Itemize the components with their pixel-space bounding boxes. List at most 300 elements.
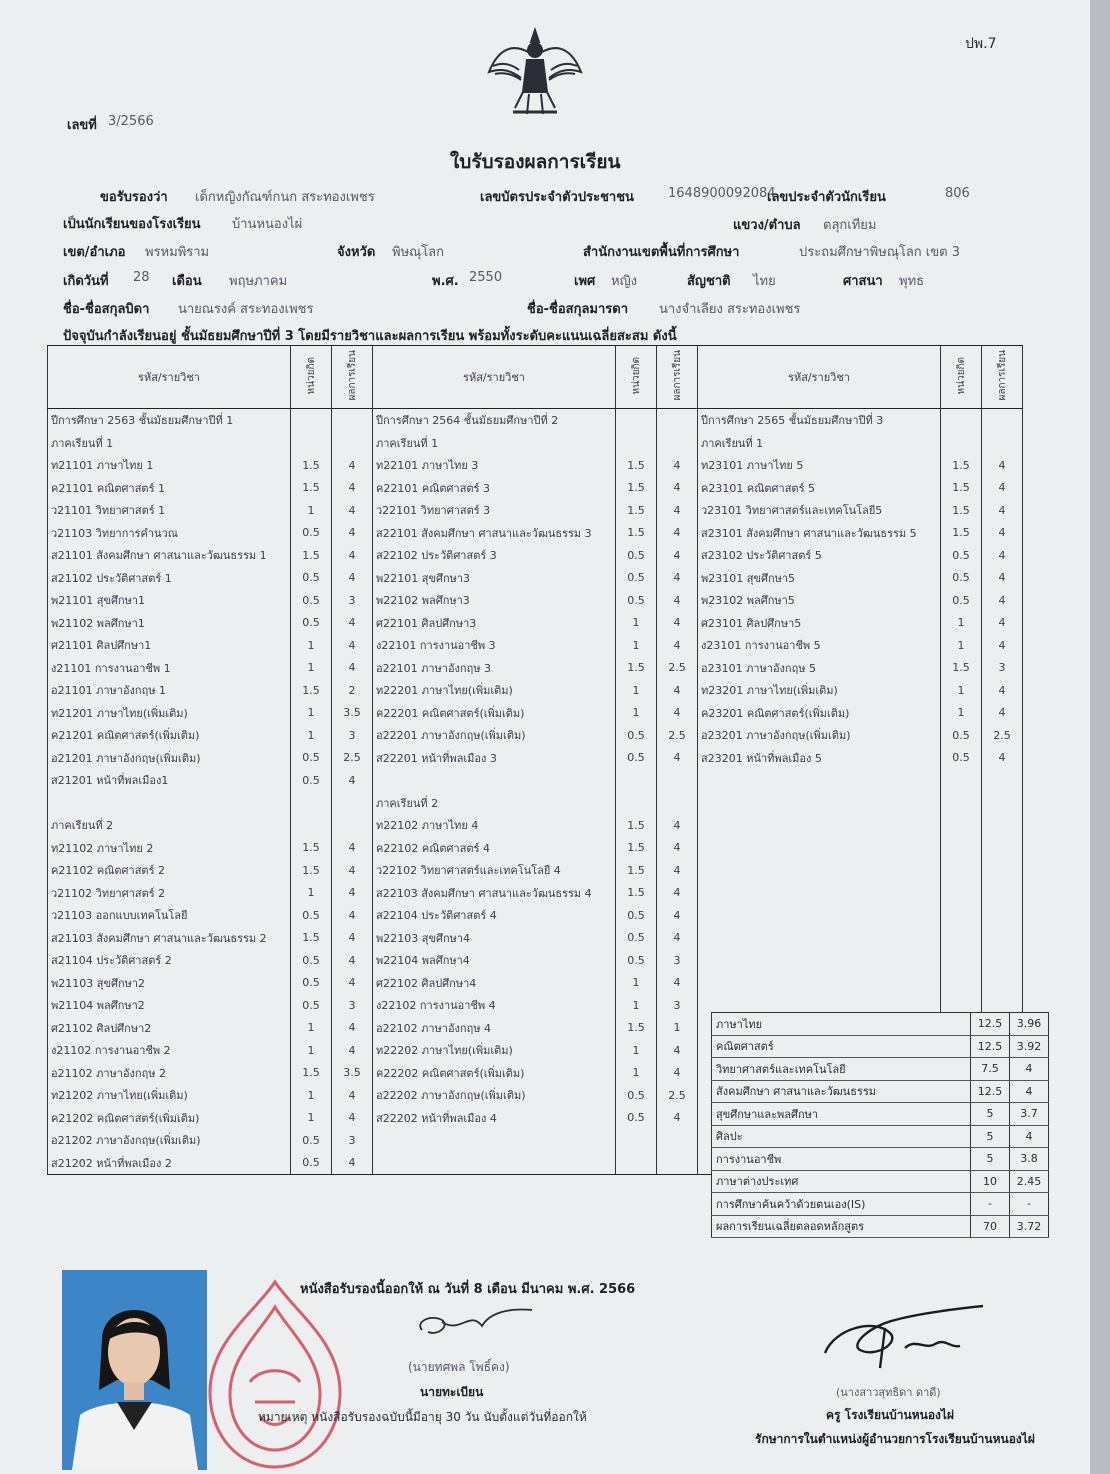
grade-cell: 4 [982,747,1023,770]
subject-cell: ส21202 หน้าที่พลเมือง 2 [48,1152,291,1175]
subject-cell: อ22202 ภาษาอังกฤษ(เพิ่มเติม) [373,1084,616,1107]
subject-cell: อ21102 ภาษาอังกฤษ 2 [48,1062,291,1085]
subject-cell: อ21201 ภาษาอังกฤษ(เพิ่มเติม) [48,747,291,770]
summary-subject: ศิลปะ [712,1125,971,1148]
credit-cell: 1.5 [291,477,332,500]
table-row [48,432,1023,455]
subject-cell: ค22202 คณิตศาสตร์(เพิ่มเติม) [373,1062,616,1085]
credit-cell: 1 [291,724,332,747]
subject-cell: ค23201 คณิตศาสตร์(เพิ่มเติม) [698,702,941,725]
summary-grade: 4 [1010,1125,1049,1148]
credit-cell: 0.5 [616,1084,657,1107]
credit-cell [941,949,982,972]
credit-cell: 1 [291,702,332,725]
subject-cell: ค22102 คณิตศาสตร์ 4 [373,837,616,860]
table-row [48,477,1023,500]
subject-cell: ภาคเรียนที่ 1 [373,432,616,455]
subject-cell: ท23101 ภาษาไทย 5 [698,454,941,477]
grade-cell: 2.5 [982,724,1023,747]
grade-cell: 4 [657,972,698,995]
id-card: 1648900092084 [668,186,776,201]
summary-credit: 12.5 [971,1013,1010,1036]
credit-cell: 1 [291,657,332,680]
subject-cell: พ21101 สุขศึกษา1 [48,589,291,612]
credit-cell [941,972,982,995]
credit-cell: 1.5 [616,477,657,500]
grade-cell: 4 [657,882,698,905]
birth-year: 2550 [469,270,503,285]
grade-cell [657,792,698,815]
subject-cell: ท21201 ภาษาไทย(เพิ่มเติม) [48,702,291,725]
credit-cell: 0.5 [941,567,982,590]
subject-cell: พ22103 สุขศึกษา4 [373,927,616,950]
table-row [48,769,1023,792]
credit-cell: 1.5 [616,837,657,860]
subject-cell: ว22102 วิทยาศาสตร์และเทคโนโลยี 4 [373,859,616,882]
subject-cell [48,792,291,815]
credit-cell [941,882,982,905]
year-label: พ.ศ. [432,274,459,289]
grade-cell: 4 [657,544,698,567]
credit-cell: 0.5 [291,567,332,590]
summary-grade: 2.45 [1010,1170,1049,1193]
office: ประถมศึกษาพิษณุโลก เขต 3 [799,245,960,260]
credit-cell [616,1152,657,1175]
credit-cell [616,409,657,432]
header-grade: ผลการเรียน [332,346,373,409]
id-card-label: เลขบัตรประจำตัวประชาชน [480,190,634,205]
credit-cell: 1.5 [291,679,332,702]
grade-cell: 3 [657,994,698,1017]
summary-row [712,1035,1049,1058]
credit-cell: 0.5 [291,589,332,612]
birth-label: เกิดวันที่ [63,274,109,289]
grade-cell [332,792,373,815]
summary-credit: - [971,1193,1010,1216]
subject-cell: ค23101 คณิตศาสตร์ 5 [698,477,941,500]
credit-cell [941,409,982,432]
subject-cell: ง22102 การงานอาชีพ 4 [373,994,616,1017]
credit-cell [941,432,982,455]
office-label: สำนักงานเขตพื้นที่การศึกษา [583,245,740,260]
subject-cell: ส22103 สังคมศึกษา ศาสนาและวัฒนธรรม 4 [373,882,616,905]
grade-cell: 4 [332,612,373,635]
subject-cell: ท21101 ภาษาไทย 1 [48,454,291,477]
birth-day: 28 [133,270,150,285]
subject-cell [698,837,941,860]
subject-cell [698,927,941,950]
grade-cell: 4 [332,634,373,657]
subject-cell: อ21202 ภาษาอังกฤษ(เพิ่มเติม) [48,1129,291,1152]
summary-row [712,1148,1049,1171]
subject-cell: ภาคเรียนที่ 2 [48,814,291,837]
summary-grade: - [1010,1193,1049,1216]
summary-credit: 12.5 [971,1080,1010,1103]
summary-subject: สังคมศึกษา ศาสนาและวัฒนธรรม [712,1080,971,1103]
grade-cell: 3 [332,994,373,1017]
credit-cell: 0.5 [291,747,332,770]
subject-cell: ค21202 คณิตศาสตร์(เพิ่มเติม) [48,1107,291,1130]
summary-subject: การศึกษาค้นคว้าด้วยตนเอง(IS) [712,1193,971,1216]
header-subject: รหัส/รายวิชา [373,346,616,409]
subject-cell: ส22201 หน้าที่พลเมือง 3 [373,747,616,770]
table-row [48,747,1023,770]
subject-cell: ค22201 คณิตศาสตร์(เพิ่มเติม) [373,702,616,725]
mother-label: ชื่อ-ชื่อสกุลมารดา [527,302,629,317]
subject-cell: ส23102 ประวัติศาสตร์ 5 [698,544,941,567]
subject-cell: พ21104 พลศึกษา2 [48,994,291,1017]
father: นายณรงค์ สระทองเพชร [178,302,314,317]
credit-cell: 0.5 [941,747,982,770]
subject-cell: ว21103 ออกแบบเทคโนโลยี [48,904,291,927]
credit-cell: 0.5 [291,1129,332,1152]
table-row [48,499,1023,522]
grade-cell: 3.5 [332,1062,373,1085]
summary-row [712,1215,1049,1238]
grade-cell: 2.5 [332,747,373,770]
student-id-label: เลขประจำตัวนักเรียน [767,190,886,205]
birth-month: พฤษภาคม [229,274,288,289]
credit-cell: 1 [616,1062,657,1085]
subject-cell: พ22104 พลศึกษา4 [373,949,616,972]
registrar-signature-icon [410,1300,540,1345]
subject-cell: อ22102 ภาษาอังกฤษ 4 [373,1017,616,1040]
credit-cell: 1 [941,679,982,702]
grade-cell [982,949,1023,972]
credit-cell [291,814,332,837]
subject-cell: ส21102 ประวัติศาสตร์ 1 [48,567,291,590]
credit-cell: 0.5 [291,769,332,792]
grade-cell: 4 [657,567,698,590]
credit-cell [941,814,982,837]
credit-cell: 1.5 [616,1017,657,1040]
grade-cell [982,859,1023,882]
credit-cell: 1.5 [941,454,982,477]
table-row [48,927,1023,950]
subject-cell: ปีการศึกษา 2564 ชั้นมัธยมศึกษาปีที่ 2 [373,409,616,432]
subject-cell: ส21101 สังคมศึกษา ศาสนาและวัฒนธรรม 1 [48,544,291,567]
table-row [48,612,1023,635]
credit-cell: 1.5 [941,522,982,545]
table-row [48,837,1023,860]
credit-cell: 0.5 [291,612,332,635]
grade-cell: 4 [657,1062,698,1085]
summary-row [712,1193,1049,1216]
grade-cell: 4 [332,454,373,477]
credit-cell: 0.5 [291,949,332,972]
subject-cell: ภาคเรียนที่ 1 [48,432,291,455]
subject-cell [698,769,941,792]
subject-cell: ท21202 ภาษาไทย(เพิ่มเติม) [48,1084,291,1107]
subject-cell: ส21201 หน้าที่พลเมือง1 [48,769,291,792]
summary-subject: ผลการเรียนเฉลี่ยตลอดหลักสูตร [712,1215,971,1238]
issue-line: หนังสือรับรองนี้ออกให้ ณ วันที่ 8 เดือน มีนาคม พ.ศ. 2566 [300,1282,636,1297]
credit-cell: 0.5 [941,724,982,747]
grade-cell: 4 [982,567,1023,590]
header-credits: หน่วยกิต [616,346,657,409]
grade-cell [982,792,1023,815]
subject-cell: ศ21101 ศิลปศึกษา1 [48,634,291,657]
table-row [48,544,1023,567]
summary-subject: การงานอาชีพ [712,1148,971,1171]
grade-cell: 4 [657,859,698,882]
credit-cell: 1.5 [941,477,982,500]
credit-cell: 1.5 [616,499,657,522]
grade-cell: 4 [982,679,1023,702]
subject-cell: ภาคเรียนที่ 2 [373,792,616,815]
summary-row [712,1125,1049,1148]
nationality: ไทย [753,274,776,289]
subject-cell [373,769,616,792]
summary-grade: 3.96 [1010,1013,1049,1036]
header-subject: รหัส/รายวิชา [698,346,941,409]
table-row [48,589,1023,612]
grade-cell: 4 [657,679,698,702]
table-row [48,882,1023,905]
credit-cell: 1 [616,679,657,702]
grade-cell: 3.5 [332,702,373,725]
table-row [48,634,1023,657]
subject-cell: ว21101 วิทยาศาสตร์ 1 [48,499,291,522]
grade-cell [982,432,1023,455]
grade-cell [657,1129,698,1152]
grade-cell: 4 [332,1107,373,1130]
summary-table [711,1012,1049,1238]
credit-cell: 1 [291,1017,332,1040]
credit-cell: 1 [616,702,657,725]
grade-cell: 4 [332,769,373,792]
grade-cell: 3 [332,1129,373,1152]
grade-cell [982,837,1023,860]
subject-cell [698,792,941,815]
credit-cell: 0.5 [616,589,657,612]
grade-cell: 4 [332,927,373,950]
registrar-title: นายทะเบียน [420,1385,484,1399]
table-row [48,454,1023,477]
credit-cell: 1 [291,499,332,522]
grade-cell: 3 [332,589,373,612]
principal-name: (นางสาวสุทธิดา ดาดี) [836,1386,941,1399]
grade-cell [332,814,373,837]
mother: นางจำเลียง สระทองเพชร [659,302,801,317]
credit-cell: 1.5 [616,859,657,882]
credit-cell: 1 [941,612,982,635]
grade-cell [657,432,698,455]
subject-cell [698,972,941,995]
header-grade: ผลการเรียน [657,346,698,409]
credit-cell: 0.5 [291,972,332,995]
grade-cell [657,409,698,432]
credit-cell: 0.5 [616,927,657,950]
credit-cell: 1 [291,1107,332,1130]
grade-cell: 4 [982,634,1023,657]
summary-row [712,1103,1049,1126]
grade-cell: 4 [982,477,1023,500]
grade-cell: 3 [332,724,373,747]
summary-grade: 4 [1010,1080,1049,1103]
credit-cell: 1.5 [616,657,657,680]
religion: พุทธ [899,274,925,289]
grade-cell: 4 [332,522,373,545]
grade-cell: 4 [982,702,1023,725]
credit-cell: 0.5 [616,904,657,927]
grade-cell: 4 [982,522,1023,545]
credit-cell: 1.5 [291,927,332,950]
summary-subject: ภาษาต่างประเทศ [712,1170,971,1193]
grade-cell: 4 [657,612,698,635]
credit-cell [616,1129,657,1152]
credit-cell [941,904,982,927]
subject-cell: ส23201 หน้าที่พลเมือง 5 [698,747,941,770]
principal-role: รักษาการในตำแหน่งผู้อำนวยการโรงเรียนบ้านหนองไผ่ [755,1432,1035,1446]
grade-cell [982,904,1023,927]
summary-credit: 5 [971,1125,1010,1148]
subject-cell: ส22101 สังคมศึกษา ศาสนาและวัฒนธรรม 3 [373,522,616,545]
summary-row [712,1080,1049,1103]
credit-cell [616,432,657,455]
grade-cell: 4 [332,949,373,972]
grade-cell: 3 [657,949,698,972]
summary-subject: สุขศึกษาและพลศึกษา [712,1103,971,1126]
credit-cell: 0.5 [941,544,982,567]
subject-cell: ศ22101 ศิลปศึกษา3 [373,612,616,635]
grade-cell: 2 [332,679,373,702]
credit-cell: 0.5 [616,949,657,972]
summary-subject: วิทยาศาสตร์และเทคโนโลยี [712,1058,971,1081]
subject-cell: พ21103 สุขศึกษา2 [48,972,291,995]
subject-cell: อ23201 ภาษาอังกฤษ(เพิ่มเติม) [698,724,941,747]
credit-cell [291,409,332,432]
subject-cell: ว21102 วิทยาศาสตร์ 2 [48,882,291,905]
summary-credit: 5 [971,1103,1010,1126]
grade-cell: 4 [982,544,1023,567]
subject-cell: พ22101 สุขศึกษา3 [373,567,616,590]
grade-cell: 4 [982,589,1023,612]
summary-credit: 12.5 [971,1035,1010,1058]
grade-cell: 3 [982,657,1023,680]
summary-credit: 70 [971,1215,1010,1238]
grade-cell [982,814,1023,837]
subject-cell: ศ21102 ศิลปศึกษา2 [48,1017,291,1040]
grade-cell: 4 [332,882,373,905]
subject-cell [373,1129,616,1152]
grade-cell [982,769,1023,792]
table-row [48,792,1023,815]
subject-cell: ศ22102 ศิลปศึกษา4 [373,972,616,995]
grade-cell: 4 [657,927,698,950]
nationality-label: สัญชาติ [687,274,731,289]
registrar-name: (นายทศพล โพธิ์คง) [408,1360,510,1374]
grade-cell: 4 [332,1084,373,1107]
subject-cell: ส22104 ประวัติศาสตร์ 4 [373,904,616,927]
subject-cell: ง23101 การงานอาชีพ 5 [698,634,941,657]
certify-label: ขอรับรองว่า [100,190,168,205]
grade-cell: 2.5 [657,657,698,680]
subject-cell: ง21101 การงานอาชีพ 1 [48,657,291,680]
summary-grade: 3.7 [1010,1103,1049,1126]
grade-cell: 4 [332,859,373,882]
subdistrict-label: แขวง/ตำบล [733,218,801,233]
grade-cell: 4 [657,522,698,545]
credit-cell: 1.5 [291,1062,332,1085]
grade-cell: 4 [332,972,373,995]
grade-cell: 4 [657,747,698,770]
subject-cell: ส21104 ประวัติศาสตร์ 2 [48,949,291,972]
credit-cell: 0.5 [616,724,657,747]
credit-cell: 1.5 [291,454,332,477]
grade-cell: 4 [332,904,373,927]
table-row [48,724,1023,747]
religion-label: ศาสนา [843,274,883,289]
credit-cell: 0.5 [291,904,332,927]
subject-cell: พ22102 พลศึกษา3 [373,589,616,612]
credit-cell: 1.5 [616,882,657,905]
summary-row [712,1058,1049,1081]
summary-grade: 4 [1010,1058,1049,1081]
credit-cell: 0.5 [616,1107,657,1130]
sex: หญิง [611,274,637,289]
grade-cell: 2.5 [657,1084,698,1107]
credit-cell: 1.5 [616,814,657,837]
subject-cell: ปีการศึกษา 2565 ชั้นมัธยมศึกษาปีที่ 3 [698,409,941,432]
grade-cell: 4 [657,814,698,837]
table-row [48,904,1023,927]
subject-cell: ท22101 ภาษาไทย 3 [373,454,616,477]
grade-cell: 4 [332,499,373,522]
grade-cell [982,882,1023,905]
credit-cell: 1.5 [291,837,332,860]
credit-cell: 1 [941,634,982,657]
grade-cell [982,927,1023,950]
subject-cell: พ21102 พลศึกษา1 [48,612,291,635]
summary-grade: 3.92 [1010,1035,1049,1058]
sex-label: เพศ [574,274,596,289]
summary-row [712,1013,1049,1036]
garuda-emblem-icon [485,22,585,122]
grade-cell: 4 [332,657,373,680]
province-label: จังหวัด [337,245,376,260]
credit-cell: 1 [291,1084,332,1107]
grade-cell: 4 [657,589,698,612]
summary-credit: 10 [971,1170,1010,1193]
grade-cell: 4 [332,1017,373,1040]
grade-cell: 4 [657,904,698,927]
credit-cell: 1.5 [941,657,982,680]
credit-cell: 1 [291,1039,332,1062]
doc-number: 3/2566 [108,114,154,129]
student-id: 806 [945,186,970,201]
credit-cell: 1 [616,634,657,657]
subject-cell: ค21102 คณิตศาสตร์ 2 [48,859,291,882]
subject-cell: อ23101 ภาษาอังกฤษ 5 [698,657,941,680]
grade-cell: 4 [332,477,373,500]
summary-grade: 3.8 [1010,1148,1049,1171]
credit-cell: 1.5 [291,544,332,567]
credit-cell [616,792,657,815]
grade-cell: 1 [657,1017,698,1040]
credit-cell [941,792,982,815]
credit-cell: 1.5 [616,454,657,477]
subject-cell [698,904,941,927]
credit-cell: 1 [941,702,982,725]
header-subject: รหัส/รายวิชา [48,346,291,409]
subject-cell [698,949,941,972]
grade-cell: 4 [657,477,698,500]
province: พิษณุโลก [392,245,445,260]
grade-cell: 4 [657,837,698,860]
credit-cell: 1 [616,972,657,995]
credit-cell: 1.5 [941,499,982,522]
